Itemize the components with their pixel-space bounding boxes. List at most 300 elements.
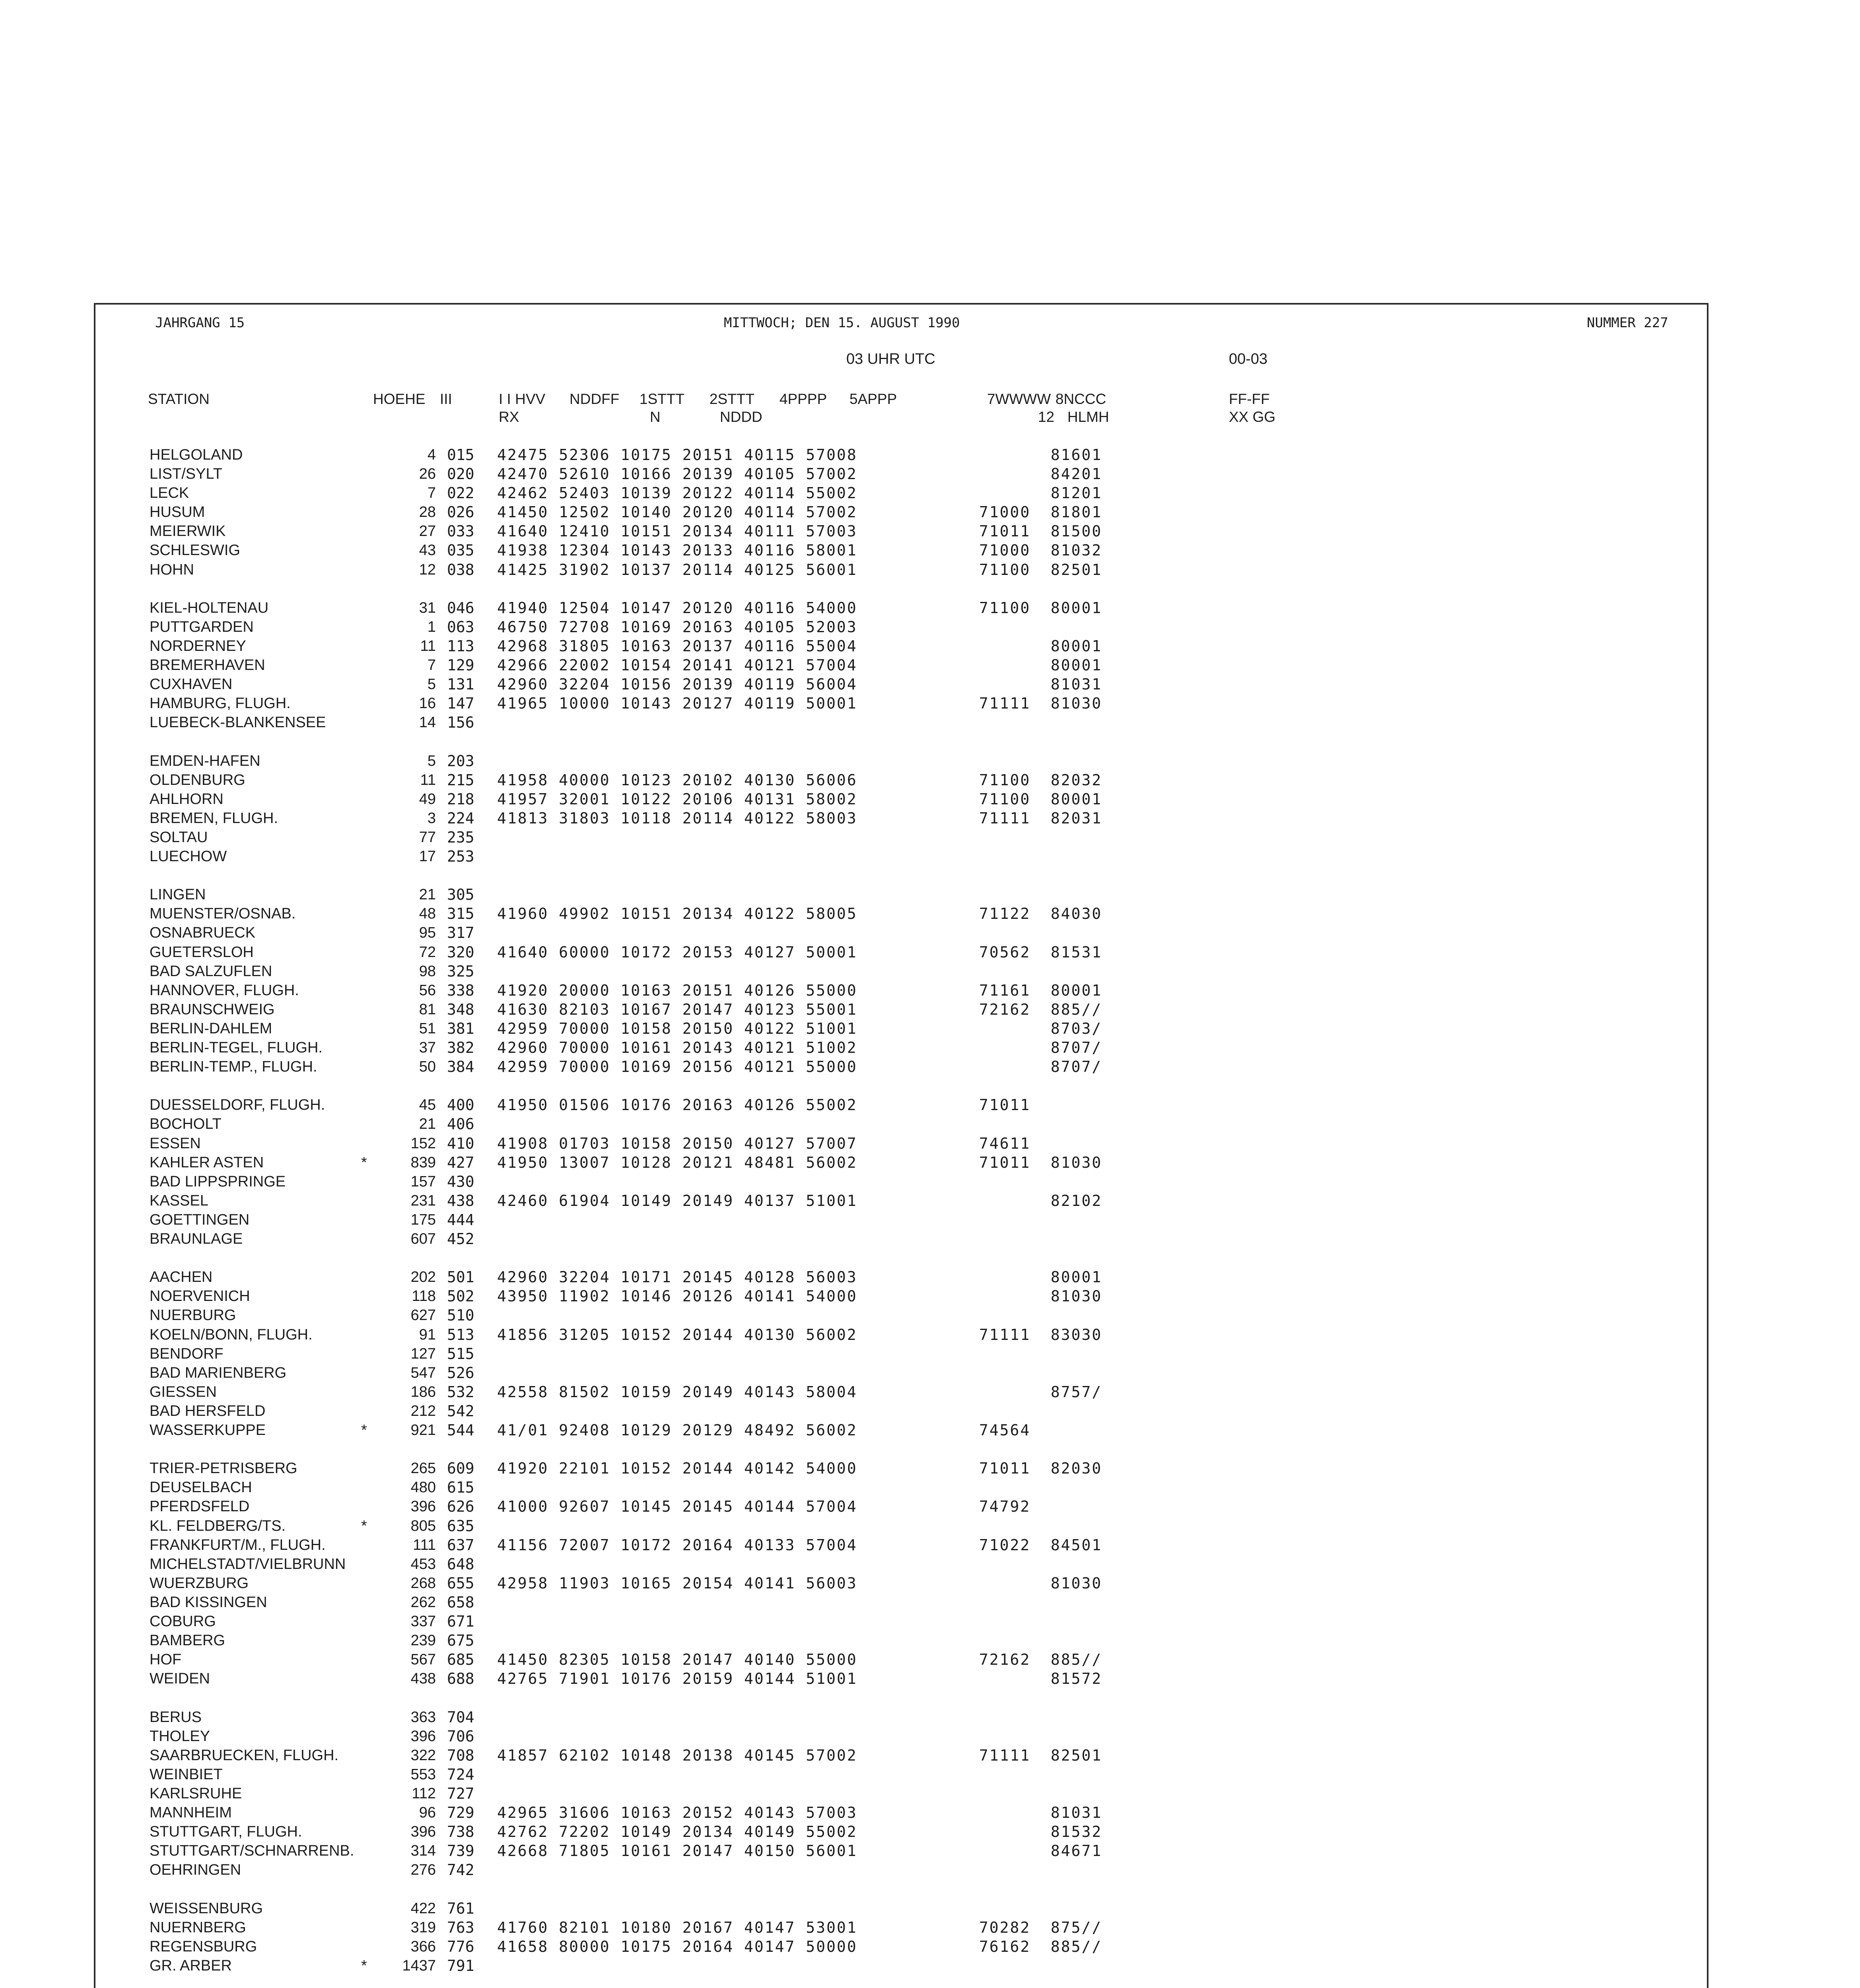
- station-id: 626: [447, 1498, 474, 1515]
- group-8nccc: 81500: [1051, 522, 1102, 540]
- synop-groups: 42959 70000 10158 20150 40122 51001: [497, 1020, 857, 1037]
- station-name: STUTTGART, FLUGH.: [150, 1823, 302, 1840]
- group-8nccc: 885//: [1051, 1651, 1102, 1668]
- table-row: [0, 1382, 1860, 1402]
- station-height: 805: [410, 1518, 436, 1534]
- synop-groups: 42668 71805 10161 20147 40150 56001: [497, 1842, 857, 1860]
- station-id: 063: [447, 618, 474, 636]
- station-id: 738: [447, 1823, 474, 1840]
- station-height: 212: [410, 1403, 436, 1419]
- station-name: HOF: [150, 1651, 182, 1668]
- synop-groups: 41658 80000 10175 20164 40147 50000: [497, 1938, 857, 1955]
- table-row: [0, 1727, 1860, 1746]
- table-row: [0, 771, 1860, 790]
- station-height: 186: [410, 1384, 436, 1400]
- station-height: 12: [419, 561, 436, 578]
- group-8nccc: 81601: [1051, 446, 1102, 464]
- group-7wwww: 74611: [979, 1135, 1031, 1152]
- group-8nccc: 82031: [1051, 810, 1102, 827]
- synop-groups: 41856 31205 10152 20144 40130 56002: [497, 1326, 857, 1343]
- station-height: 51: [419, 1020, 436, 1037]
- table-row: [0, 1268, 1860, 1287]
- table-row: [0, 1095, 1860, 1114]
- station-id: 317: [447, 924, 474, 942]
- table-row: [0, 1134, 1860, 1153]
- station-height: 422: [410, 1900, 436, 1917]
- station-id: 348: [447, 1001, 474, 1018]
- table-row: [0, 483, 1860, 503]
- table-row: [0, 1784, 1860, 1803]
- table-row: [0, 541, 1860, 560]
- observation-time: 03 UHR UTC: [846, 351, 935, 367]
- station-height: 157: [410, 1173, 436, 1190]
- station-name: BAD KISSINGEN: [150, 1594, 267, 1611]
- station-id: 315: [447, 905, 474, 922]
- station-name: LUECHOW: [150, 848, 227, 865]
- station-name: WEISSENBURG: [150, 1900, 263, 1917]
- station-height: 118: [412, 1288, 436, 1305]
- station-name: COBURG: [150, 1613, 216, 1630]
- group-7wwww: 74792: [979, 1498, 1031, 1515]
- synop-groups: 42960 32204 10156 20139 40119 56004: [497, 676, 857, 693]
- station-name: BREMEN, FLUGH.: [150, 810, 278, 827]
- group-7wwww: 71011: [979, 1154, 1031, 1171]
- station-height: 5: [427, 753, 436, 769]
- station-id: 406: [447, 1115, 474, 1133]
- station-height: 72: [419, 944, 436, 961]
- group-7wwww: 71100: [979, 561, 1031, 579]
- station-height: 27: [419, 523, 436, 540]
- table-row: [0, 713, 1860, 732]
- table-row: [0, 943, 1860, 962]
- table-row: [0, 1306, 1860, 1325]
- table-row: [0, 923, 1860, 942]
- station-height: 480: [410, 1479, 436, 1496]
- group-7wwww: 71000: [979, 503, 1031, 521]
- station-height: 26: [419, 466, 436, 482]
- table-row: [0, 464, 1860, 483]
- table-row: [0, 1650, 1860, 1669]
- station-name: GR. ARBER: [150, 1957, 232, 1974]
- col-group7: 7WWWW: [987, 391, 1051, 407]
- station-name: PUTTGARDEN: [150, 619, 254, 635]
- table-row: [0, 1325, 1860, 1344]
- table-row: [0, 1516, 1860, 1536]
- station-name: GIESSEN: [150, 1384, 217, 1400]
- station-height: 396: [410, 1498, 436, 1515]
- synop-groups: 41760 82101 10180 20167 40147 53001: [497, 1919, 857, 1936]
- station-height: 11: [420, 772, 436, 788]
- station-name: BERUS: [150, 1709, 202, 1726]
- synop-groups: 41965 10000 10143 20127 40119 50001: [497, 695, 857, 712]
- synop-groups: 42762 72202 10149 20134 40149 55002: [497, 1823, 857, 1840]
- station-id: 544: [447, 1421, 474, 1439]
- station-name: HOHN: [150, 561, 194, 578]
- station-id: 706: [447, 1728, 474, 1745]
- group-8nccc: 81030: [1051, 695, 1102, 712]
- synop-groups: 41857 62102 10148 20138 40145 57002: [497, 1747, 857, 1764]
- station-height: 16: [419, 695, 436, 712]
- station-name: MEIERWIK: [150, 523, 226, 540]
- synop-groups: 41450 12502 10140 20120 40114 57002: [497, 503, 857, 521]
- station-height: 45: [419, 1097, 436, 1113]
- station-name: BAD LIPPSPRINGE: [150, 1173, 286, 1190]
- station-id: 502: [447, 1287, 474, 1305]
- group-8nccc: 82501: [1051, 561, 1102, 579]
- group-8nccc: 81032: [1051, 542, 1102, 559]
- station-id: 035: [447, 542, 474, 559]
- station-name: LIST/SYLT: [150, 466, 223, 482]
- station-height: 14: [419, 714, 436, 731]
- col-group3-sub: N: [650, 409, 661, 425]
- table-row: [0, 1497, 1860, 1516]
- group-7wwww: 74564: [979, 1421, 1031, 1439]
- group-8nccc: 84030: [1051, 905, 1102, 922]
- synop-groups: 41/01 92408 10129 20129 48492 56002: [497, 1421, 857, 1439]
- table-row: [0, 656, 1860, 675]
- station-height: 3: [427, 810, 436, 827]
- station-id: 615: [447, 1479, 474, 1496]
- synop-groups: 42968 31805 10163 20137 40116 55004: [497, 637, 857, 655]
- station-height: 363: [410, 1709, 436, 1726]
- group-7wwww: 71022: [979, 1536, 1031, 1554]
- station-name: OLDENBURG: [150, 772, 245, 788]
- station-name: WUERZBURG: [150, 1575, 249, 1592]
- table-row: [0, 694, 1860, 713]
- station-height: 11: [420, 638, 436, 654]
- station-id: 671: [447, 1613, 474, 1630]
- station-id: 253: [447, 848, 474, 865]
- table-row: [0, 1038, 1860, 1057]
- col-group1: I I HVV: [499, 391, 546, 407]
- station-id: 648: [447, 1555, 474, 1573]
- station-name: KAHLER ASTEN: [150, 1154, 264, 1171]
- station-name: BRAUNSCHWEIG: [150, 1001, 275, 1018]
- group-7wwww: 71161: [979, 982, 1031, 999]
- station-id: 033: [447, 522, 474, 540]
- group-8nccc: 81531: [1051, 944, 1102, 961]
- table-row: [0, 1287, 1860, 1306]
- group-7wwww: 70282: [979, 1919, 1031, 1936]
- station-id: 026: [447, 503, 474, 521]
- station-height: 43: [419, 542, 436, 559]
- station-height: 396: [410, 1728, 436, 1745]
- table-row: [0, 598, 1860, 617]
- station-id: 526: [447, 1364, 474, 1382]
- table-row: [0, 1210, 1860, 1229]
- table-row: [0, 1057, 1860, 1076]
- synop-groups: 41950 01506 10176 20163 40126 55002: [497, 1096, 857, 1114]
- table-row: [0, 560, 1860, 579]
- table-row: [0, 847, 1860, 866]
- synop-groups: 42958 11903 10165 20154 40141 56003: [497, 1574, 857, 1592]
- station-id: 215: [447, 771, 474, 789]
- group-7wwww: 71111: [979, 1747, 1031, 1764]
- station-name: OSNABRUECK: [150, 924, 256, 941]
- synop-groups: 41938 12304 10143 20133 40116 58001: [497, 542, 857, 559]
- group-8nccc: 80001: [1051, 637, 1102, 655]
- table-row: [0, 904, 1860, 923]
- station-height: 1437: [402, 1957, 436, 1974]
- station-height: 1: [427, 619, 436, 635]
- station-name: KOELN/BONN, FLUGH.: [150, 1326, 313, 1343]
- station-height: 319: [410, 1919, 436, 1936]
- station-height: 921: [410, 1422, 436, 1439]
- table-row: [0, 1421, 1860, 1440]
- station-name: KARLSRUHE: [150, 1785, 242, 1802]
- synop-groups: 42460 61904 10149 20149 40137 51001: [497, 1192, 857, 1209]
- station-height: 322: [410, 1747, 436, 1764]
- col-group9: FF-FF: [1229, 391, 1270, 407]
- station-height: 96: [419, 1804, 436, 1821]
- station-name: FRANKFURT/M., FLUGH.: [150, 1537, 326, 1553]
- group-7wwww: 71100: [979, 771, 1031, 789]
- station-id: 675: [447, 1632, 474, 1649]
- station-id: 452: [447, 1230, 474, 1248]
- group-8nccc: 8703/: [1051, 1020, 1102, 1037]
- mountain-station-marker: *: [361, 1422, 367, 1439]
- table-row: [0, 1574, 1860, 1593]
- group-8nccc: 84201: [1051, 465, 1102, 483]
- col-iii: III: [440, 391, 452, 407]
- station-height: 28: [419, 504, 436, 520]
- table-row: [0, 1000, 1860, 1019]
- group-7wwww: 71111: [979, 1326, 1031, 1343]
- col-group8: 8NCCC: [1055, 391, 1106, 407]
- station-height: 337: [410, 1613, 436, 1630]
- table-row: [0, 522, 1860, 541]
- table-row: [0, 1841, 1860, 1860]
- group-8nccc: 84501: [1051, 1536, 1102, 1554]
- station-height: 31: [419, 600, 436, 616]
- table-row: [0, 1612, 1860, 1631]
- group-7wwww: 70562: [979, 944, 1031, 961]
- station-name: BRAUNLAGE: [150, 1231, 243, 1247]
- synop-groups: 42470 52610 10166 20139 40105 57002: [497, 465, 857, 483]
- date-label: MITTWOCH; DEN 15. AUGUST 1990: [724, 315, 960, 331]
- station-id: 609: [447, 1460, 474, 1477]
- group-8nccc: 885//: [1051, 1001, 1102, 1018]
- table-row: [0, 1555, 1860, 1574]
- station-height: 567: [410, 1651, 436, 1668]
- table-row: [0, 1803, 1860, 1822]
- station-height: 56: [419, 982, 436, 999]
- station-id: 688: [447, 1670, 474, 1687]
- table-row: [0, 503, 1860, 522]
- station-name: BAD SALZUFLEN: [150, 963, 272, 980]
- station-id: 742: [447, 1861, 474, 1879]
- table-row: [0, 1956, 1860, 1975]
- group-8nccc: 80001: [1051, 982, 1102, 999]
- station-name: LECK: [150, 485, 189, 501]
- group-7wwww: 76162: [979, 1938, 1031, 1955]
- table-row: [0, 1536, 1860, 1555]
- col-group8-sub: HLMH: [1067, 409, 1109, 425]
- station-name: CUXHAVEN: [150, 676, 233, 693]
- col-station: STATION: [148, 391, 210, 407]
- table-row: [0, 1669, 1860, 1688]
- synop-groups: 41950 13007 10128 20121 48481 56002: [497, 1154, 857, 1171]
- table-row: [0, 790, 1860, 809]
- station-name: GOETTINGEN: [150, 1211, 250, 1228]
- station-id: 724: [447, 1766, 474, 1783]
- station-id: 224: [447, 810, 474, 827]
- station-name: SAARBRUECKEN, FLUGH.: [150, 1747, 339, 1764]
- station-name: HANNOVER, FLUGH.: [150, 982, 299, 999]
- station-id: 218: [447, 790, 474, 808]
- station-name: NUERNBERG: [150, 1919, 246, 1936]
- group-8nccc: 8707/: [1051, 1039, 1102, 1056]
- station-id: 325: [447, 963, 474, 980]
- synop-groups: 42960 70000 10161 20143 40121 51002: [497, 1039, 857, 1056]
- station-id: 113: [447, 637, 474, 655]
- station-height: 81: [419, 1001, 436, 1018]
- col-group9-sub: XX GG: [1229, 409, 1276, 425]
- group-8nccc: 80001: [1051, 656, 1102, 674]
- group-7wwww: 71011: [979, 1096, 1031, 1114]
- table-row: [0, 809, 1860, 828]
- station-id: 532: [447, 1383, 474, 1401]
- table-row: [0, 1114, 1860, 1134]
- station-height: 265: [410, 1460, 436, 1477]
- group-7wwww: 71111: [979, 810, 1031, 827]
- station-id: 727: [447, 1785, 474, 1802]
- station-height: 7: [427, 657, 436, 674]
- table-row: [0, 1172, 1860, 1191]
- table-row: [0, 1822, 1860, 1841]
- station-height: 438: [410, 1670, 436, 1687]
- station-height: 37: [419, 1039, 436, 1056]
- table-row: [0, 1593, 1860, 1612]
- table-row: [0, 1019, 1860, 1038]
- synop-groups: 42475 52306 10175 20151 40115 57008: [497, 446, 857, 464]
- station-id: 658: [447, 1594, 474, 1611]
- group-8nccc: 81532: [1051, 1823, 1102, 1840]
- group-7wwww: 71011: [979, 522, 1031, 540]
- station-id: 427: [447, 1154, 474, 1171]
- group-8nccc: 81031: [1051, 676, 1102, 693]
- station-id: 739: [447, 1842, 474, 1860]
- table-row: [0, 828, 1860, 847]
- station-name: REGENSBURG: [150, 1938, 257, 1955]
- station-height: 396: [410, 1823, 436, 1840]
- mountain-station-marker: *: [361, 1518, 367, 1534]
- synop-groups: 42959 70000 10169 20156 40121 55000: [497, 1058, 857, 1076]
- station-height: 276: [410, 1862, 436, 1878]
- col-group5: 4PPPP: [779, 391, 827, 407]
- station-name: KIEL-HOLTENAU: [150, 600, 269, 616]
- station-name: MANNHEIM: [150, 1804, 232, 1821]
- station-name: BAD MARIENBERG: [150, 1365, 287, 1381]
- table-row: [0, 962, 1860, 981]
- station-name: DUESSELDORF, FLUGH.: [150, 1097, 325, 1113]
- group-7wwww: 72162: [979, 1651, 1031, 1668]
- station-name: WASSERKUPPE: [150, 1422, 266, 1439]
- synop-groups: 41640 60000 10172 20153 40127 50001: [497, 944, 857, 961]
- group-7wwww: 71100: [979, 790, 1031, 808]
- col-group7-sub: 12: [1038, 409, 1055, 425]
- group-8nccc: 82102: [1051, 1192, 1102, 1209]
- station-height: 111: [413, 1537, 436, 1553]
- station-id: 729: [447, 1804, 474, 1821]
- table-row: [0, 1191, 1860, 1210]
- station-name: BERLIN-TEGEL, FLUGH.: [150, 1039, 323, 1056]
- group-8nccc: 8707/: [1051, 1058, 1102, 1076]
- station-name: AHLHORN: [150, 791, 224, 808]
- group-8nccc: 81030: [1051, 1574, 1102, 1592]
- station-name: BERLIN-TEMP., FLUGH.: [150, 1058, 317, 1075]
- station-name: SOLTAU: [150, 829, 208, 846]
- station-height: 607: [410, 1231, 436, 1247]
- group-8nccc: 885//: [1051, 1938, 1102, 1955]
- station-name: EMDEN-HAFEN: [150, 753, 260, 769]
- station-name: WEINBIET: [150, 1766, 223, 1783]
- table-row: [0, 1363, 1860, 1382]
- station-id: 382: [447, 1039, 474, 1056]
- group-8nccc: 80001: [1051, 599, 1102, 617]
- station-height: 239: [410, 1632, 436, 1649]
- station-id: 438: [447, 1192, 474, 1209]
- group-7wwww: 71011: [979, 1460, 1031, 1477]
- station-id: 761: [447, 1900, 474, 1917]
- col-group2: NDDFF: [569, 391, 620, 407]
- station-id: 235: [447, 829, 474, 846]
- station-height: 77: [419, 829, 436, 846]
- synop-groups: 41000 92607 10145 20145 40144 57004: [497, 1498, 857, 1515]
- station-name: OEHRINGEN: [150, 1862, 241, 1878]
- group-8nccc: 81031: [1051, 1804, 1102, 1821]
- station-name: MICHELSTADT/VIELBRUNN: [150, 1556, 346, 1573]
- station-id: 203: [447, 752, 474, 770]
- station-name: NOERVENICH: [150, 1288, 250, 1305]
- group-8nccc: 82501: [1051, 1747, 1102, 1764]
- group-8nccc: 80001: [1051, 1268, 1102, 1286]
- station-name: TRIER-PETRISBERG: [150, 1460, 297, 1477]
- col-hoehe: HOEHE: [373, 391, 426, 407]
- table-row: [0, 1937, 1860, 1956]
- station-id: 020: [447, 465, 474, 483]
- station-name: KL. FELDBERG/TS.: [150, 1518, 286, 1534]
- mountain-station-marker: *: [361, 1154, 367, 1171]
- synop-groups: 41957 32001 10122 20106 40131 58002: [497, 790, 857, 808]
- synop-groups: 41450 82305 10158 20147 40140 55000: [497, 1651, 857, 1668]
- table-row: [0, 885, 1860, 904]
- table-row: [0, 1746, 1860, 1765]
- station-id: 015: [447, 446, 474, 464]
- group-7wwww: 71122: [979, 905, 1031, 922]
- station-height: 366: [410, 1938, 436, 1955]
- table-row: [0, 617, 1860, 637]
- station-height: 95: [419, 924, 436, 941]
- synop-groups: 41920 20000 10163 20151 40126 55000: [497, 982, 857, 999]
- table-row: [0, 1708, 1860, 1727]
- station-id: 410: [447, 1135, 474, 1152]
- station-height: 627: [410, 1307, 436, 1324]
- table-row: [0, 1229, 1860, 1248]
- station-id: 320: [447, 944, 474, 961]
- table-row: [0, 675, 1860, 694]
- station-id: 776: [447, 1938, 474, 1955]
- station-name: MUENSTER/OSNAB.: [150, 905, 296, 922]
- station-id: 635: [447, 1517, 474, 1535]
- synop-groups: 42960 32204 10171 20145 40128 56003: [497, 1268, 857, 1286]
- group-8nccc: 81030: [1051, 1287, 1102, 1305]
- table-row: [0, 1860, 1860, 1879]
- synop-groups: 41630 82103 10167 20147 40123 55001: [497, 1001, 857, 1018]
- station-name: AACHEN: [150, 1269, 213, 1285]
- synop-groups: 42462 52403 10139 20122 40114 55002: [497, 484, 857, 502]
- station-id: 513: [447, 1326, 474, 1343]
